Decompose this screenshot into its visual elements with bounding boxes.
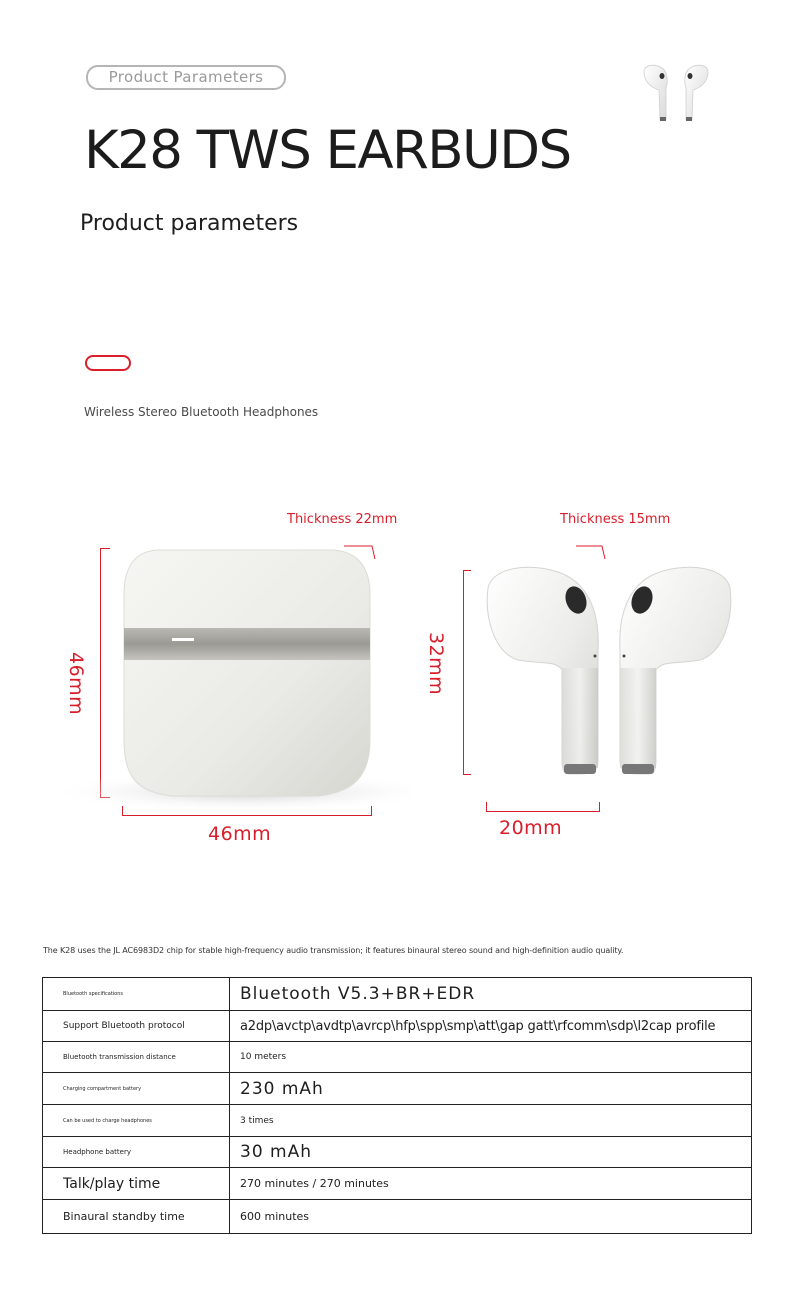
- case-width-line: [122, 815, 372, 816]
- table-row: [43, 1105, 752, 1137]
- spec-table: [42, 977, 752, 1234]
- earbud-height-tick-bottom: [463, 774, 471, 775]
- left-earbud-image: [487, 567, 598, 774]
- earbud-width-tick-left: [486, 802, 487, 812]
- earbuds-image: [478, 560, 740, 780]
- earbud-width-tick-right: [599, 802, 600, 812]
- spec-value: 600 minutes: [230, 1200, 752, 1234]
- earbud-height-line: [463, 570, 464, 775]
- earbuds-thumbnail-icon: [638, 62, 714, 124]
- spec-label: Binaural standby time: [43, 1200, 230, 1234]
- spec-value: 3 times: [230, 1105, 752, 1137]
- product-parameters-pill: Product Parameters: [86, 65, 286, 90]
- table-row: [43, 1042, 752, 1073]
- table-row: [43, 1200, 752, 1234]
- earbud-thickness-label: Thickness 15mm: [560, 512, 671, 527]
- case-width-tick-left: [122, 806, 123, 816]
- spec-value: a2dp\avctp\avdtp\avrcp\hfp\spp\smp\att\gap gatt\rfcomm\sdp\l2cap profile: [230, 1011, 752, 1042]
- spec-label: Charging compartment battery: [43, 1073, 230, 1105]
- spec-value: 270 minutes / 270 minutes: [230, 1168, 752, 1200]
- table-row: [43, 1011, 752, 1042]
- spec-value: Bluetooth V5.3+BR+EDR: [230, 978, 752, 1011]
- case-height-label: 46mm: [65, 652, 87, 716]
- red-pill-decoration: [85, 355, 131, 371]
- spec-value: 230 mAh: [230, 1073, 752, 1105]
- table-row: [43, 1168, 752, 1200]
- earbud-height-tick-top: [463, 570, 471, 571]
- spec-label: Talk/play time: [43, 1168, 230, 1200]
- section-subtitle: Product parameters: [80, 211, 299, 236]
- table-row: [43, 1073, 752, 1105]
- right-earbud-image: [620, 567, 731, 774]
- page-title: K28 TWS EARBUDS: [84, 120, 571, 181]
- spec-label: Headphone battery: [43, 1137, 230, 1168]
- case-thickness-label: Thickness 22mm: [287, 512, 398, 527]
- spec-label: Can be used to charge headphones: [43, 1105, 230, 1137]
- chip-description-note: The K28 uses the JL AC6983D2 chip for stable high-frequency audio transmission; it features binaural stereo sound and high-definition audio quality.: [43, 946, 624, 955]
- earbud-height-label: 32mm: [425, 632, 447, 696]
- case-width-label: 46mm: [208, 823, 272, 845]
- spec-value: 10 meters: [230, 1042, 752, 1073]
- spec-label: Support Bluetooth protocol: [43, 1011, 230, 1042]
- earbud-width-line: [486, 811, 600, 812]
- table-row: [43, 1137, 752, 1168]
- table-row: [43, 978, 752, 1011]
- spec-label: Bluetooth transmission distance: [43, 1042, 230, 1073]
- earbud-width-label: 20mm: [499, 817, 563, 839]
- tagline: Wireless Stereo Bluetooth Headphones: [84, 405, 319, 419]
- spec-label: Bluetooth specifications: [43, 978, 230, 1011]
- case-width-tick-right: [371, 806, 372, 816]
- spec-value: 30 mAh: [230, 1137, 752, 1168]
- charging-case-image: [0, 540, 410, 820]
